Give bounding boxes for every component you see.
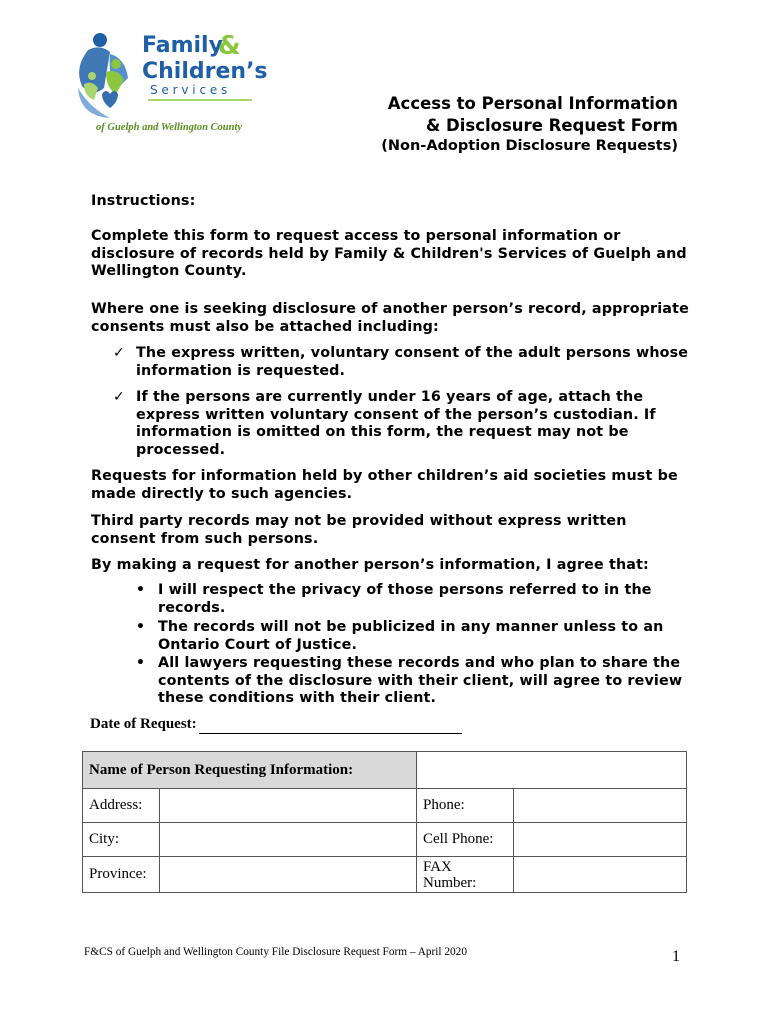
date-of-request-label: Date of Request:: [90, 716, 197, 732]
instructions-paragraph-3: Requests for information held by other children’s aid societies must be made directly to such agencies.: [91, 468, 678, 502]
consent-item-1: The express written, voluntary consent of the adult persons whose information is requested.: [136, 345, 689, 379]
agreement-item-2: The records will not be publicized in any manner unless to an Ontario Court of Justice.: [158, 619, 664, 653]
table-row: [83, 857, 687, 893]
name-input-cell[interactable]: [417, 752, 687, 789]
page-number: 1: [672, 948, 680, 965]
footer-text: F&CS of Guelph and Wellington County File Disclosure Request Form – April 2020: [84, 946, 467, 958]
city-input-cell[interactable]: [160, 823, 417, 857]
table-row: [83, 752, 687, 789]
organization-logo: [70, 28, 290, 136]
phone-label-cell: Phone:: [417, 789, 514, 823]
logo-ampersand: &: [218, 31, 241, 61]
phone-input-cell[interactable]: [514, 789, 687, 823]
requester-info-table: [82, 751, 687, 893]
bullet-icon: •: [136, 655, 146, 671]
name-label-cell: Name of Person Requesting Information:: [83, 752, 417, 789]
instructions-paragraph-4: Third party records may not be provided without express written consent from such persons.: [91, 513, 627, 547]
checkmark-icon: ✓: [113, 345, 125, 361]
logo-line1: Family: [142, 33, 223, 58]
form-title-line2: & Disclosure Request Form: [425, 116, 678, 135]
fax-input-cell[interactable]: [514, 857, 687, 893]
cell-phone-input-cell[interactable]: [514, 823, 687, 857]
instructions-heading: Instructions:: [91, 193, 196, 209]
address-label-cell: Address:: [83, 789, 160, 823]
address-input-cell[interactable]: [160, 789, 417, 823]
family-figures-icon: [78, 33, 128, 118]
fax-label-cell: [417, 857, 514, 893]
fax-label-line2: Number:: [423, 874, 477, 891]
form-title-line1: Access to Personal Information: [387, 94, 678, 113]
instructions-paragraph-5: By making a request for another person’s information, I agree that:: [91, 557, 649, 573]
province-input-cell[interactable]: [160, 857, 417, 893]
checkmark-icon: ✓: [113, 389, 125, 405]
bullet-icon: •: [136, 619, 146, 635]
fax-label-line1: FAX: [423, 858, 452, 875]
province-label-cell: Province:: [83, 857, 160, 893]
consent-item-2: If the persons are currently under 16 years of age, attach the express written voluntary consent of the person’s custodian. If information is omitted on this form, the request may not be processed.: [136, 389, 656, 458]
instructions-paragraph-2: Where one is seeking disclosure of another person’s record, appropriate consents must also be attached including:: [91, 301, 689, 335]
city-label-cell: City:: [83, 823, 160, 857]
agreement-item-1: I will respect the privacy of those persons referred to in the records.: [158, 582, 652, 616]
logo-tagline: of Guelph and Wellington County: [96, 122, 243, 133]
bullet-icon: •: [136, 582, 146, 598]
table-row: [83, 823, 687, 857]
agreement-item-3: All lawyers requesting these records and who plan to share the contents of the disclosure with their client, will agree to review these conditions with their client.: [158, 655, 683, 706]
instructions-paragraph-1: Complete this form to request access to personal information or disclosure of records held by Family & Children's Services of Guelph and Wellington County.: [91, 228, 687, 279]
logo-line2: Children’s: [142, 59, 268, 84]
cell-phone-label-cell: Cell Phone:: [417, 823, 514, 857]
table-row: [83, 789, 687, 823]
logo-line3: S e r v i c e s: [150, 83, 228, 97]
date-of-request-field[interactable]: [199, 716, 462, 734]
form-subtitle: (Non-Adoption Disclosure Requests): [381, 138, 678, 154]
